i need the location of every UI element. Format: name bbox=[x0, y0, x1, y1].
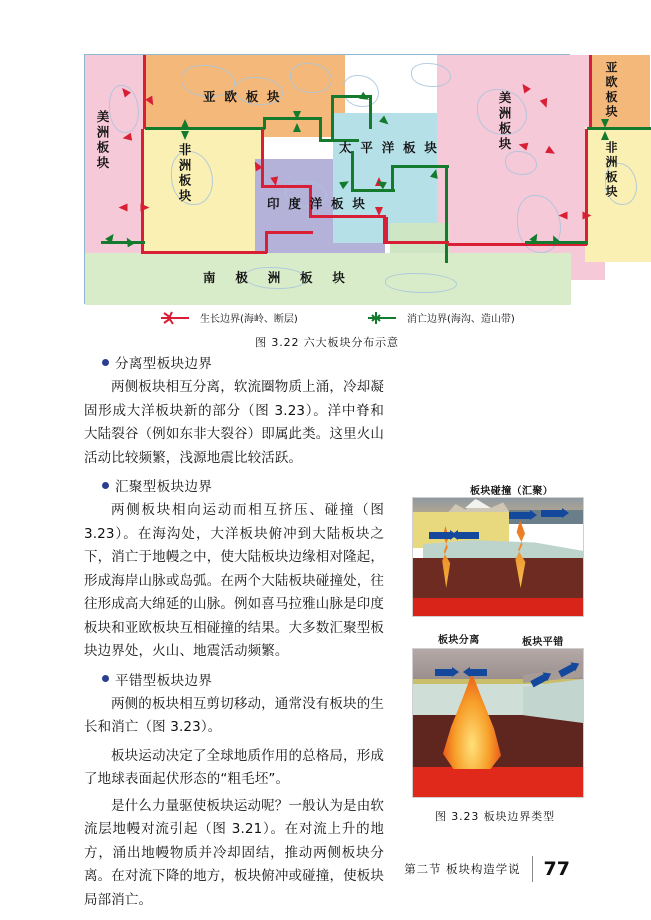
figure-3-22-caption: 图 3.22 六大板块分布示意 bbox=[255, 336, 399, 349]
motion-arrow-divergence bbox=[469, 669, 487, 676]
paragraph-convergent: 两侧板块相向运动而相互挤压、碰撞（图 3.23）。在海沟处，大洋板块俯冲到大陆板块之下，消亡于地幔之中，使大陆板块边缘相对隆起，形成海岸山脉或岛弧。在两个大陆板块碰撞处，往往形成高大绵延的山脉。例如喜马拉雅山脉是印度板块和亚欧板块互相碰撞的结果。大多数汇聚型板块边界处，火山、地震活动频繁。 bbox=[84, 502, 384, 659]
label-plate-divergence: 板块分离 bbox=[438, 635, 480, 646]
plate-boundary-convergent bbox=[391, 165, 449, 168]
label-plate-collision: 板块碰撞（汇聚） bbox=[470, 486, 554, 497]
plate-boundary-convergent bbox=[331, 95, 334, 141]
plate-boundary-divergent bbox=[141, 129, 144, 191]
convergent-arrow bbox=[601, 131, 609, 140]
figure-3-22-plate-map bbox=[84, 54, 618, 304]
section-transform bbox=[84, 669, 384, 740]
motion-arrow-collision bbox=[457, 532, 479, 539]
bullet-dot-icon bbox=[102, 482, 109, 489]
divergent-arrow bbox=[583, 212, 592, 220]
convergent-arrow bbox=[181, 131, 189, 140]
convergent-boundary-symbol bbox=[366, 311, 400, 325]
heading-text: 分离型板块边界 bbox=[115, 356, 213, 372]
plate-boundary-divergent bbox=[589, 55, 592, 129]
legend-label-convergent: 消亡边界(海沟、造山带) bbox=[407, 314, 515, 325]
plate-boundary-convergent bbox=[391, 165, 394, 191]
map-label-eurasian-plate-right: 亚欧板块 bbox=[604, 61, 618, 120]
bullet-dot-icon bbox=[102, 675, 109, 682]
divergent-arrow bbox=[119, 204, 128, 212]
motion-arrow-collision bbox=[429, 532, 451, 539]
figure-3-23-top-label-row bbox=[404, 482, 586, 497]
motion-arrow-collision bbox=[541, 510, 563, 517]
footer-section-title: 第二节 板块构造学说 bbox=[404, 862, 521, 876]
divergent-arrow bbox=[270, 176, 279, 186]
map-label-antarctic-plate: 南 极 洲 板 块 bbox=[203, 270, 353, 285]
page-footer bbox=[0, 856, 650, 890]
plate-boundary-divergent bbox=[141, 251, 267, 254]
figure-3-23-block bbox=[404, 482, 586, 824]
footer-inner bbox=[404, 856, 570, 882]
figure-3-22-legend bbox=[84, 310, 570, 330]
map-label-american-plate-east: 美洲板块 bbox=[497, 91, 512, 152]
lower-mantle-hot bbox=[413, 598, 583, 616]
lower-mantle-hot bbox=[413, 767, 583, 797]
paragraph-divergent: 两侧板块相互分离，软流圈物质上涌，冷却凝固形成大洋板块新的部分（图 3.23）。洋中脊和大陆裂谷（例如东非大裂谷）即属此类。这里火山活动比较频繁，浅源地震比较活跃。 bbox=[84, 379, 384, 466]
plate-boundary-divergent bbox=[585, 129, 588, 245]
divergent-arrow bbox=[559, 212, 568, 220]
illustration-plate-collision bbox=[412, 497, 584, 617]
paragraph-transform: 两侧的板块相互剪切移动，通常没有板块的生长和消亡（图 3.23）。 bbox=[84, 695, 384, 735]
map-label-african-plate-right: 非洲板块 bbox=[604, 141, 618, 200]
label-plate-transform: 板块平错 bbox=[522, 637, 564, 648]
footer-divider bbox=[532, 856, 533, 882]
illustration-plate-divergence-transform bbox=[412, 648, 584, 798]
coastline-outline bbox=[505, 151, 537, 175]
convergent-arrow bbox=[181, 119, 189, 128]
map-label-eurasian-plate: 亚 欧 板 块 bbox=[203, 89, 282, 104]
page-number: 77 bbox=[543, 858, 570, 880]
convergent-arrow bbox=[293, 111, 301, 120]
divergent-arrow bbox=[375, 207, 383, 216]
map-frame bbox=[84, 54, 618, 304]
legend-item-divergent bbox=[159, 310, 298, 325]
heading-divergent-boundary bbox=[102, 352, 384, 372]
heading-text: 平错型板块边界 bbox=[115, 672, 213, 689]
plate-boundary-divergent bbox=[265, 231, 268, 253]
legend-item-convergent bbox=[366, 310, 515, 325]
plate-boundary-convergent bbox=[445, 165, 448, 225]
plate-boundary-divergent bbox=[309, 215, 385, 218]
motion-arrow-divergence bbox=[435, 669, 453, 676]
plate-region-eurasian-right bbox=[590, 55, 650, 135]
paragraph-mantle-convection: 是什么力量驱使板块运动呢？一般认为是由软流层地幔对流引起（图 3.21）。在对流上升的地方，涌出地幔物质并冷却固结，推动两侧板块分离。在对流下降的地方，板块俯冲或碰撞，使板块局部消亡。 bbox=[84, 797, 384, 908]
plate-boundary-divergent bbox=[261, 185, 311, 188]
map-label-american-plate-west: 美洲板块 bbox=[95, 110, 110, 171]
plate-boundary-convergent bbox=[319, 117, 322, 141]
plate-boundary-convergent bbox=[351, 151, 354, 191]
plate-boundary-convergent bbox=[351, 189, 395, 192]
section-divergent bbox=[84, 352, 384, 470]
section-convergent bbox=[84, 475, 384, 664]
plate-boundary-convergent bbox=[587, 127, 651, 130]
divergent-boundary-symbol bbox=[159, 311, 193, 325]
bullet-dot-icon bbox=[102, 359, 109, 366]
plate-boundary-divergent bbox=[265, 231, 313, 234]
coastline-outline bbox=[385, 273, 457, 293]
map-label-african-plate-center: 非洲板块 bbox=[177, 143, 192, 204]
heading-convergent-boundary bbox=[102, 475, 384, 495]
plate-boundary-divergent bbox=[261, 129, 264, 187]
map-label-indian-ocean-plate: 印 度 洋 板 块 bbox=[267, 196, 368, 211]
divergent-arrow bbox=[141, 204, 150, 212]
figure-3-23-bottom-label-row bbox=[404, 631, 586, 648]
convergent-arrow bbox=[293, 123, 301, 132]
heading-transform-boundary bbox=[102, 669, 384, 689]
coastline-outline bbox=[411, 63, 451, 87]
divergent-arrow bbox=[122, 133, 132, 142]
map-label-pacific-plate: 太 平 洋 板 块 bbox=[339, 140, 440, 155]
figure-3-23-caption: 图 3.23 板块边界类型 bbox=[435, 810, 555, 823]
plate-boundary-divergent bbox=[383, 241, 449, 244]
legend-label-divergent: 生长边界(海岭、断层) bbox=[200, 314, 298, 325]
paragraph-plate-motion: 板块运动决定了全球地质作用的总格局，形成了地球表面起伏形态的“粗毛坯”。 bbox=[84, 747, 384, 787]
convergent-arrow bbox=[601, 119, 609, 128]
plate-boundary-convergent bbox=[101, 241, 145, 244]
plate-boundary-divergent bbox=[143, 55, 146, 129]
body-text-column bbox=[84, 352, 384, 915]
motion-arrow-collision bbox=[509, 512, 531, 519]
plate-boundary-convergent bbox=[145, 127, 265, 130]
plate-boundary-divergent bbox=[385, 217, 388, 243]
heading-text: 汇聚型板块边界 bbox=[115, 479, 213, 495]
plate-boundary-convergent bbox=[263, 117, 321, 120]
plate-boundary-convergent bbox=[369, 95, 372, 129]
